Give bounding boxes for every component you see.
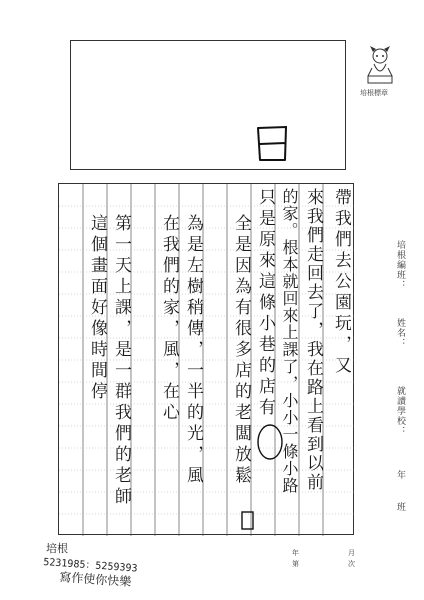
footer-page-label: 第 — [292, 560, 299, 568]
peigen-stamp-phone: 5231985：5259393 — [42, 556, 138, 575]
class-suffix-label: 班 — [395, 502, 405, 512]
peigen-stamp-name: 培根 — [46, 542, 68, 555]
essay-column-5: 全是因為有很多店的老闆放鬆 — [231, 214, 251, 487]
essay-column-7: 在我們的家，風，在心 — [159, 214, 179, 424]
essay-column-6: 為是左樹稍傳，一半的光，風 — [183, 214, 203, 487]
peigen-mascot-icon — [360, 38, 400, 86]
stamp-label: 培根標章 — [360, 89, 388, 97]
school-label: 就讀學校： — [395, 386, 405, 436]
peigen-stamp-slogan: 寫作使你快樂 — [58, 569, 132, 589]
teacher-comment-box — [70, 40, 346, 170]
writing-grid — [58, 183, 354, 535]
footer-order-label: 次 — [348, 560, 355, 568]
essay-column-8: 第一天上課，是一群我們的老師 — [111, 214, 131, 508]
essay-column-1: 帶我們去公園玩，又 — [331, 188, 351, 377]
essay-column-2: 來我們走回去了，我在路上看到以前 — [303, 188, 323, 492]
essay-column-3: 的家。根本就回來上課了，小小一條小路 — [280, 188, 299, 494]
grade-label: 年 — [395, 470, 405, 480]
footer-month-label: 月 — [348, 549, 355, 557]
name-label: 姓名： — [395, 318, 405, 348]
essay-column-9: 這個畫面好像時間停 — [87, 214, 107, 403]
essay-column-4: 只是原來這條小巷的店有 — [255, 188, 275, 419]
title-mark — [252, 120, 292, 166]
footer-year-label: 年 — [292, 549, 299, 557]
teacher-circle-mark — [255, 422, 285, 462]
small-box-mark — [240, 510, 256, 532]
class-label: 培根編班： — [395, 240, 405, 290]
